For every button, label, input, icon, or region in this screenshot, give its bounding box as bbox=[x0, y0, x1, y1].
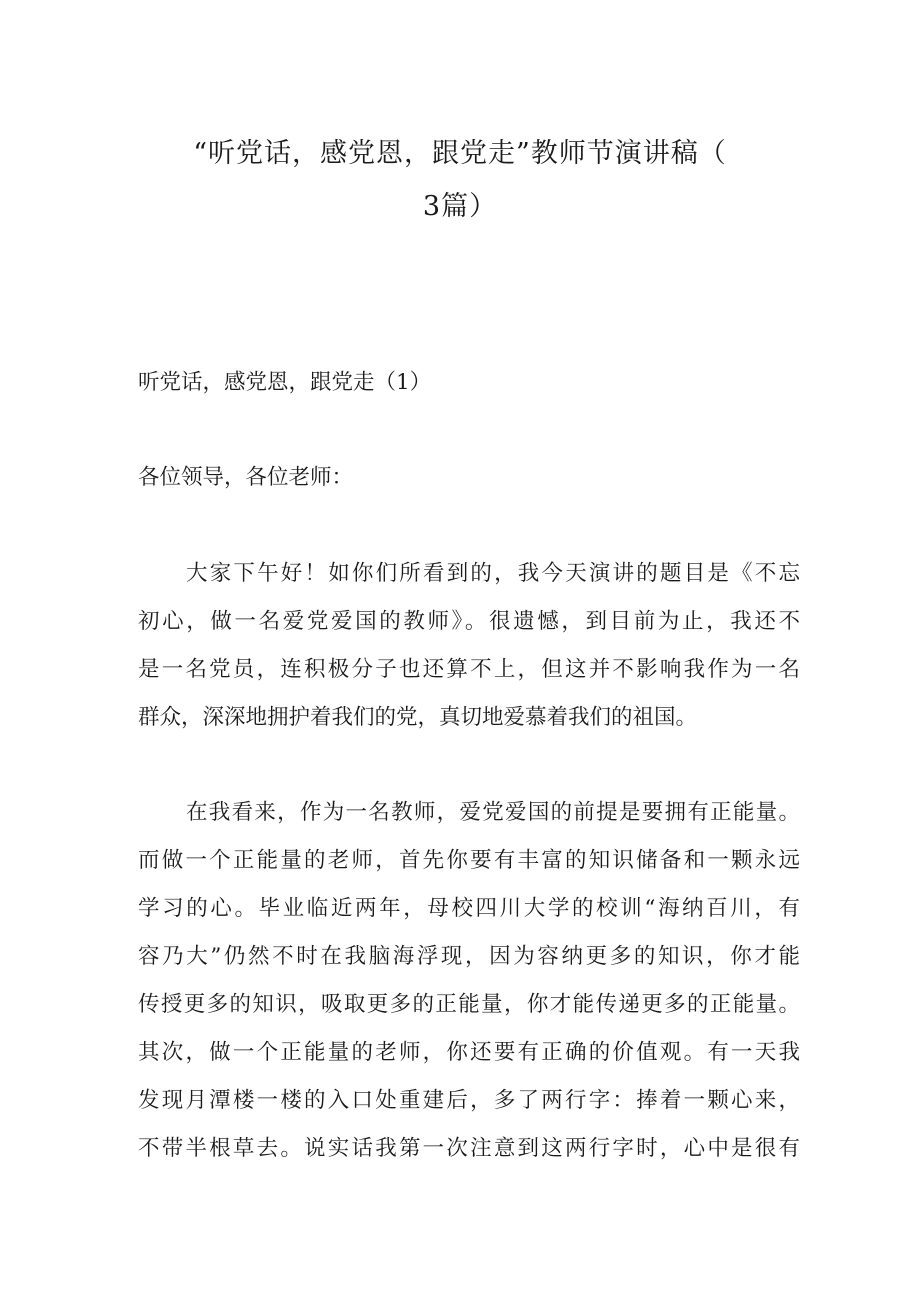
paragraph-1-line-2: 初心，做一名爱党爱国的教师》。很遗憾，到目前为止，我还不 bbox=[138, 609, 800, 634]
paragraph-2-line-1: 在我看来，作为一名教师，爱党爱国的前提是要拥有正能量。 bbox=[186, 800, 800, 825]
paragraph-1-line-4: 群众，深深地拥护着我们的党，真切地爱慕着我们的祖国。 bbox=[138, 705, 698, 730]
paragraph-2-line-8: 不带半根草去。说实话我第一次注意到这两行字时，心中是很有 bbox=[138, 1136, 800, 1161]
section-heading: 听党话，感党恩，跟党走（1） bbox=[138, 370, 432, 395]
document-title-line-2: 3篇） bbox=[422, 191, 498, 222]
document-title-line-1: “听党话，感党恩，跟党走”教师节演讲稿（ bbox=[193, 138, 727, 169]
paragraph-2-line-4: 容乃大”仍然不时在我脑海浮现，因为容纳更多的知识，你才能 bbox=[138, 944, 800, 969]
paragraph-1-line-3: 是一名党员，连积极分子也还算不上，但这并不影响我作为一名 bbox=[138, 657, 800, 682]
paragraph-2-line-5: 传授更多的知识，吸取更多的正能量，你才能传递更多的正能量。 bbox=[138, 992, 800, 1017]
paragraph-1-line-1: 大家下午好！如你们所看到的，我今天演讲的题目是《不忘 bbox=[186, 561, 800, 586]
paragraph-2-line-3: 学习的心。毕业临近两年，母校四川大学的校训“海纳百川，有 bbox=[138, 896, 800, 921]
paragraph-2-line-2: 而做一个正能量的老师，首先你要有丰富的知识储备和一颗永远 bbox=[138, 848, 800, 873]
paragraph-2-line-6: 其次，做一个正能量的老师，你还要有正确的价值观。有一天我 bbox=[138, 1040, 800, 1065]
salutation: 各位领导，各位老师： bbox=[138, 465, 354, 490]
paragraph-2-line-7: 发现月潭楼一楼的入口处重建后，多了两行字：捧着一颗心来， bbox=[138, 1088, 800, 1113]
